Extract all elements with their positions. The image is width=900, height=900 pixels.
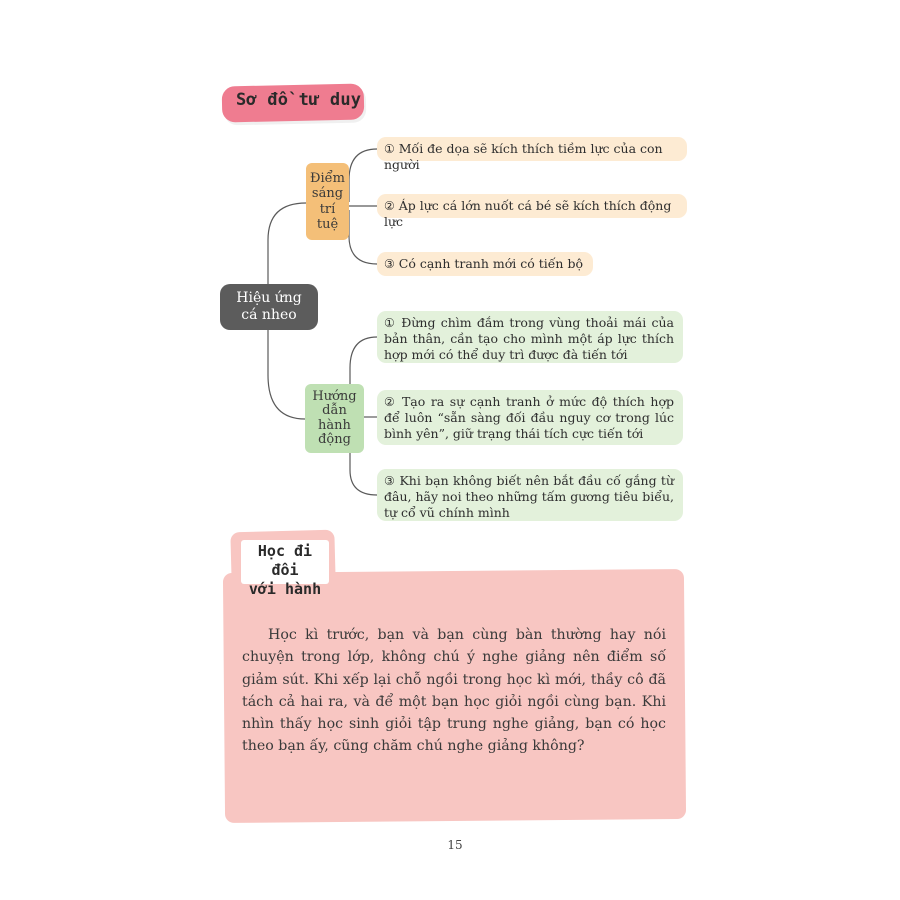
leaf-text: Có cạnh tranh mới có tiến bộ — [398, 256, 583, 271]
connector-branch1-leaf3 — [349, 210, 377, 264]
mindmap-branch-node — [306, 163, 349, 240]
leaf-text: Đừng chìm đắm trong vùng thoải mái của bản thân, cần tạo cho mình một áp lực thích hợp mới có thể duy trì được đà tiến tới — [384, 315, 674, 362]
mindmap-branch-label: Điểm sáng trí tuệ — [310, 170, 345, 232]
leaf-number: ② — [384, 395, 397, 409]
mindmap-leaf — [377, 390, 683, 445]
practice-body: Học kì trước, bạn và bạn cùng bàn thường hay nói chuyện trong lớp, không chú ý nghe giảng nên điểm số giảm sút. Khi xếp lại chỗ ngồi trong học kì mới, thầy cô đã tách cả hai ra, và để một bạn học giỏi ngồi cùng bạn. Khi nhìn thấy học sinh giỏi tập trung nghe giảng, bạn có học theo bạn ấy, cũng chăm chú nghe giảng không? — [242, 627, 666, 755]
leaf-text: Áp lực cá lớn nuốt cá bé sẽ kích thích động lực — [384, 198, 672, 229]
connector-branch2-leaf3 — [350, 453, 377, 495]
section-title: Sơ đồ tư duy — [236, 90, 362, 110]
leaf-number: ① — [384, 316, 397, 330]
connector-branch1-leaf1 — [349, 149, 377, 202]
mindmap-leaf — [377, 194, 687, 229]
leaf-number: ② — [384, 199, 395, 213]
mindmap-root-node — [220, 284, 318, 330]
mindmap-leaf — [377, 311, 683, 363]
leaf-text: Khi bạn không biết nên bắt đầu cố gắng từ đâu, hãy noi theo những tấm gương tiêu biểu, tự cổ vũ chính mình — [384, 473, 675, 520]
leaf-text: Tạo ra sự cạnh tranh ở mức độ thích hợp để luôn “sẵn sàng đối đầu nguy cơ trong lúc bình yên”, giữ trạng thái tích cực tiến tới — [384, 394, 675, 441]
mindmap-root-label: Hiệu ứng cá nheo — [236, 290, 302, 323]
connector-root-branch1 — [268, 203, 306, 284]
mindmap-branch-label: Hướng dẫn hành động — [312, 388, 357, 447]
page-number: 15 — [447, 838, 463, 852]
mindmap-leaf — [377, 469, 683, 521]
leaf-text: Mối đe dọa sẽ kích thích tiềm lực của con người — [384, 141, 663, 172]
leaf-number: ① — [384, 142, 395, 156]
mindmap-leaf — [377, 137, 687, 172]
connector-branch2-leaf1 — [350, 337, 377, 384]
connector-root-branch2 — [268, 330, 305, 419]
leaf-number: ③ — [384, 474, 396, 488]
mindmap-leaf — [377, 252, 593, 276]
mindmap-branch-node — [305, 384, 364, 453]
practice-title: Học đi đôi với hành — [241, 540, 329, 584]
leaf-number: ③ — [384, 257, 395, 271]
